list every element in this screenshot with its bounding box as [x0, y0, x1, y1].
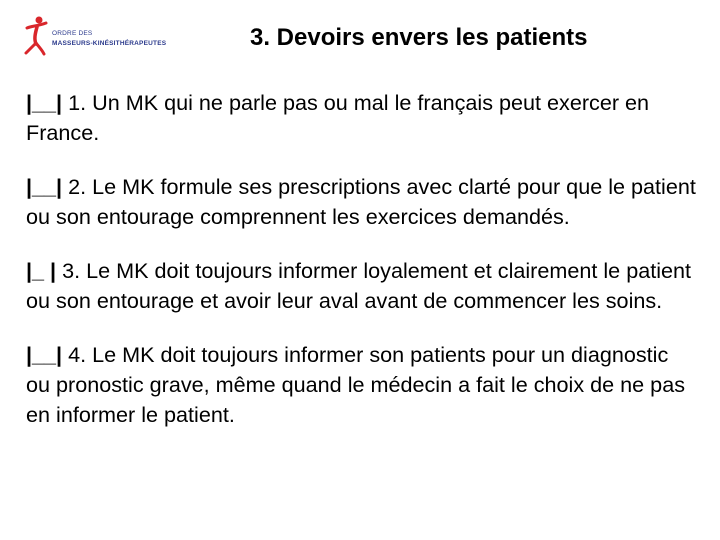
question-text: 2. Le MK formule ses prescriptions avec clarté pour que le patient ou son entourage comprennent les exercices demandés. — [26, 174, 696, 229]
organization-logo — [22, 14, 202, 60]
answer-box[interactable]: |__| — [26, 342, 63, 367]
question-item-4 — [26, 340, 698, 430]
answer-box[interactable]: |__| — [26, 174, 63, 199]
figure-icon — [22, 14, 50, 56]
slide-title: 3. Devoirs envers les patients — [250, 24, 588, 51]
question-list — [26, 88, 698, 454]
question-text: 3. Le MK doit toujours informer loyalement et clairement le patient ou son entourage et avoir leur aval avant de commencer les soins. — [26, 258, 692, 313]
logo-line-2: MASSEURS-KINÉSITHÉRAPEUTES — [52, 40, 167, 47]
question-item-2 — [26, 172, 698, 232]
answer-box[interactable]: |__| — [26, 90, 63, 115]
answer-box[interactable]: |_ | — [26, 258, 57, 283]
logo-line-1: ORDRE DES — [52, 30, 93, 37]
logo-wordmark — [52, 29, 166, 49]
question-item-3 — [26, 256, 698, 316]
question-text: 1. Un MK qui ne parle pas ou mal le français peut exercer en France. — [26, 90, 650, 145]
question-text: 4. Le MK doit toujours informer son patients pour un diagnostic ou pronostic grave, même quand le médecin a fait le choix de ne pas en informer le patient. — [26, 342, 685, 427]
question-item-1 — [26, 88, 698, 148]
